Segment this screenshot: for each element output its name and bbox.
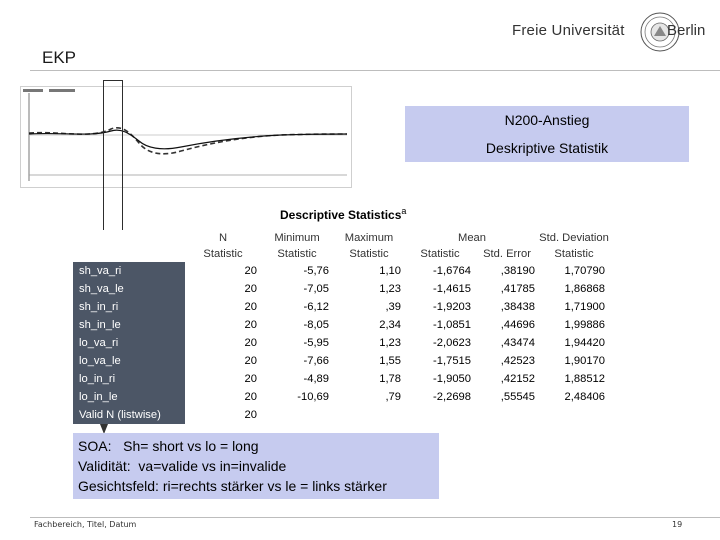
logo-text-right: Berlin xyxy=(667,22,706,39)
cell-empty xyxy=(475,406,539,424)
table-row xyxy=(73,298,609,316)
highlight-marker xyxy=(103,80,123,244)
table-row xyxy=(73,316,609,334)
info-box-title: N200-Anstieg xyxy=(504,112,590,128)
cell-se: ,38438 xyxy=(500,301,535,313)
header-cell: Maximum xyxy=(344,232,394,244)
table-header-row-top xyxy=(73,230,609,246)
header-cell: Statistic xyxy=(554,248,594,260)
legend-line-soa: SOA: Sh= short vs lo = long xyxy=(78,438,259,454)
cell-se: ,55545 xyxy=(500,391,535,403)
cell-max: 1,10 xyxy=(379,265,401,277)
table-header-row-bottom xyxy=(73,246,609,262)
table-row xyxy=(73,280,609,298)
cell-max: ,79 xyxy=(385,391,401,403)
cell-mean: -2,2698 xyxy=(433,391,471,403)
cell-n: 20 xyxy=(244,355,257,367)
cell-empty xyxy=(539,406,609,424)
cell-n: 20 xyxy=(244,373,257,385)
footer-text: Fachbereich, Titel, Datum xyxy=(34,520,137,529)
row-label: lo_in_le xyxy=(73,388,185,406)
row-label: sh_va_le xyxy=(73,280,185,298)
header-cell: N xyxy=(218,232,228,244)
descriptive-statistics-table xyxy=(73,230,609,424)
cell-sd: 2,48406 xyxy=(564,391,605,403)
table-row xyxy=(73,334,609,352)
cell-n: 20 xyxy=(244,265,257,277)
cell-empty xyxy=(261,406,333,424)
header-cell: Std. Deviation xyxy=(539,232,609,244)
slide-title: EKP xyxy=(42,48,77,67)
cell-se: ,44696 xyxy=(500,319,535,331)
header-cell xyxy=(73,246,185,262)
cell-mean: -2,0623 xyxy=(433,337,471,349)
cell-sd: 1,88512 xyxy=(564,373,605,385)
row-label: sh_in_le xyxy=(73,316,185,334)
cell-n: 20 xyxy=(244,283,257,295)
header-cell: Statistic xyxy=(420,248,460,260)
cell-n: 20 xyxy=(244,337,257,349)
cell-mean: -1,9050 xyxy=(433,373,471,385)
cell-min: -10,69 xyxy=(297,391,329,403)
footer-divider xyxy=(30,517,720,518)
table-title xyxy=(280,206,406,222)
logo-text-left: Freie Universität xyxy=(512,22,625,39)
legend-line-validity: Validität: va=valide vs in=invalide xyxy=(78,458,287,474)
cell-mean: -1,0851 xyxy=(433,319,471,331)
row-label: lo_va_ri xyxy=(73,334,185,352)
cell-max: 1,23 xyxy=(379,337,401,349)
cell-min: -5,76 xyxy=(303,265,329,277)
cell-se: ,42152 xyxy=(500,373,535,385)
cell-max: 1,78 xyxy=(379,373,401,385)
row-label: sh_in_ri xyxy=(73,298,185,316)
cell-n: 20 xyxy=(244,301,257,313)
cell-se: ,38190 xyxy=(500,265,535,277)
cell-sd: 1,86868 xyxy=(564,283,605,295)
cell-sd: 1,94420 xyxy=(564,337,605,349)
header-cell: Statistic xyxy=(203,248,243,260)
table-title-text: Descriptive Statistics xyxy=(280,208,402,222)
table-row-valid-n xyxy=(73,406,609,424)
cell-min: -4,89 xyxy=(303,373,329,385)
header-cell: Minimum xyxy=(274,232,320,244)
cell-n: 20 xyxy=(244,409,257,421)
legend-line-visual-field: Gesichtsfeld: ri=rechts stärker vs le = links stärker xyxy=(78,478,387,494)
cell-min: -8,05 xyxy=(303,319,329,331)
table-title-footnote: a xyxy=(401,206,407,216)
cell-se: ,41785 xyxy=(500,283,535,295)
row-label: lo_in_ri xyxy=(73,370,185,388)
row-label: sh_va_ri xyxy=(73,262,185,280)
erp-waveform-thumbnail xyxy=(20,86,352,188)
header-cell: Mean xyxy=(458,232,486,244)
header-cell xyxy=(73,230,185,246)
cell-n: 20 xyxy=(244,319,257,331)
cell-sd: 1,90170 xyxy=(564,355,605,367)
table-row xyxy=(73,352,609,370)
info-box-subtitle: Deskriptive Statistik xyxy=(485,140,609,156)
table-row xyxy=(73,370,609,388)
cell-se: ,43474 xyxy=(500,337,535,349)
cell-max: 1,55 xyxy=(379,355,401,367)
cell-empty xyxy=(333,406,405,424)
cell-max: ,39 xyxy=(385,301,401,313)
header-divider xyxy=(30,70,720,71)
cell-min: -6,12 xyxy=(303,301,329,313)
cell-sd: 1,70790 xyxy=(564,265,605,277)
page-number: 19 xyxy=(672,520,683,529)
cell-sd: 1,99886 xyxy=(564,319,605,331)
cell-sd: 1,71900 xyxy=(564,301,605,313)
header-cell: Statistic xyxy=(277,248,317,260)
cell-empty xyxy=(405,406,475,424)
header-cell: Std. Error xyxy=(483,248,531,260)
cell-max: 1,23 xyxy=(379,283,401,295)
table-row xyxy=(73,388,609,406)
row-label: lo_va_le xyxy=(73,352,185,370)
cell-min: -7,05 xyxy=(303,283,329,295)
cell-min: -5,95 xyxy=(303,337,329,349)
cell-se: ,42523 xyxy=(500,355,535,367)
cell-min: -7,66 xyxy=(303,355,329,367)
header-cell: Statistic xyxy=(349,248,389,260)
table-row xyxy=(73,262,609,280)
cell-mean: -1,4615 xyxy=(433,283,471,295)
cell-n: 20 xyxy=(244,391,257,403)
cell-mean: -1,9203 xyxy=(433,301,471,313)
cell-max: 2,34 xyxy=(379,319,401,331)
cell-mean: -1,6764 xyxy=(433,265,471,277)
cell-mean: -1,7515 xyxy=(433,355,471,367)
row-label: Valid N (listwise) xyxy=(73,406,185,424)
